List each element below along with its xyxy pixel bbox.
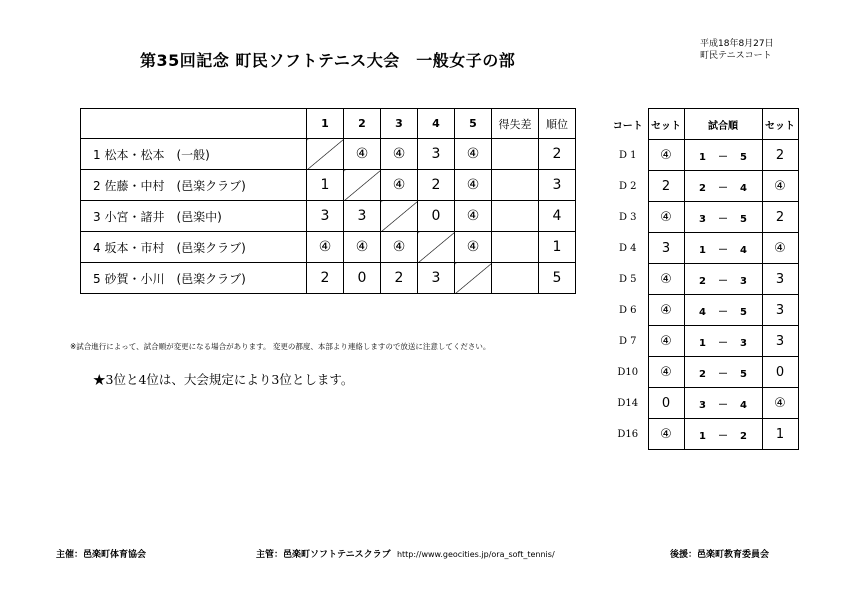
set-left: ④ <box>648 140 684 171</box>
set-right: ④ <box>762 233 798 264</box>
match-order <box>684 140 762 171</box>
event-venue: 町民テニスコート <box>700 51 772 61</box>
rank-cell: 2 <box>539 139 576 170</box>
footer-organizer-name: 主管：邑楽町ソフトテニスクラブ <box>256 550 391 560</box>
score-cell: 2 <box>418 170 455 201</box>
court-header-row <box>608 109 798 140</box>
league-header-row <box>81 109 576 139</box>
team-name: 4 坂本・市村 (邑楽クラブ) <box>81 232 307 263</box>
league-table <box>80 108 576 294</box>
match-dash: － <box>718 368 728 380</box>
table-row <box>81 263 576 294</box>
league-header-diff: 得失差 <box>492 109 539 139</box>
match-order <box>684 357 762 388</box>
league-header: 5 <box>455 109 492 139</box>
score-cell: ④ <box>381 170 418 201</box>
court-label: D 2 <box>618 180 637 192</box>
match-a: 3 <box>699 213 706 225</box>
match-a: 2 <box>699 275 706 287</box>
set-header: セット <box>648 109 684 140</box>
league-header: 2 <box>344 109 381 139</box>
score-cell-self <box>307 139 344 170</box>
table-row <box>608 202 798 233</box>
match-b: 5 <box>740 213 747 225</box>
set-left: ④ <box>648 326 684 357</box>
match-order <box>684 419 762 450</box>
score-cell: ④ <box>307 232 344 263</box>
score-cell: 3 <box>344 201 381 232</box>
score-cell: ④ <box>455 170 492 201</box>
set-right: 0 <box>762 357 798 388</box>
score-cell-self <box>344 170 381 201</box>
match-dash: － <box>718 213 728 225</box>
match-order <box>684 295 762 326</box>
court-label: D14 <box>617 397 639 409</box>
match-dash: － <box>718 306 728 318</box>
rank-cell: 4 <box>539 201 576 232</box>
footer-organizer <box>256 547 555 560</box>
score-cell-self <box>455 263 492 294</box>
set-right: 2 <box>762 202 798 233</box>
court-label: D 1 <box>618 149 637 161</box>
league-header-rank: 順位 <box>539 109 576 139</box>
score-cell: 0 <box>344 263 381 294</box>
match-a: 1 <box>699 337 706 349</box>
set-left: 0 <box>648 388 684 419</box>
match-a: 2 <box>699 368 706 380</box>
match-b: 5 <box>740 306 747 318</box>
rank-cell: 5 <box>539 263 576 294</box>
match-dash: － <box>718 244 728 256</box>
table-row <box>608 295 798 326</box>
court-label: D 7 <box>618 335 637 347</box>
order-header: 試合順 <box>684 109 762 140</box>
league-header: 3 <box>381 109 418 139</box>
score-cell: 1 <box>307 170 344 201</box>
court-label: D16 <box>617 428 639 440</box>
league-header: 4 <box>418 109 455 139</box>
table-row <box>81 139 576 170</box>
score-cell: 3 <box>418 139 455 170</box>
team-name: 5 砂賀・小川 (邑楽クラブ) <box>81 263 307 294</box>
set-left: ④ <box>648 419 684 450</box>
table-row <box>81 201 576 232</box>
set-right: 2 <box>762 140 798 171</box>
set-left: ④ <box>648 264 684 295</box>
team-name: 2 佐藤・中村 (邑楽クラブ) <box>81 170 307 201</box>
table-row <box>608 388 798 419</box>
team-name: 3 小宮・諸井 (邑楽中) <box>81 201 307 232</box>
match-dash: － <box>718 337 728 349</box>
court-label: D10 <box>617 366 639 378</box>
score-cell: 3 <box>418 263 455 294</box>
score-cell-self <box>381 201 418 232</box>
set-left: 2 <box>648 171 684 202</box>
rank-cell: 1 <box>539 232 576 263</box>
match-order <box>684 388 762 419</box>
diff-cell <box>492 263 539 294</box>
score-cell: ④ <box>455 201 492 232</box>
club-website-link[interactable]: http://www.geocities.jp/ora_soft_tennis/ <box>396 550 555 559</box>
court-label: D 6 <box>618 304 637 316</box>
match-b: 4 <box>740 244 747 256</box>
set-right: ④ <box>762 171 798 202</box>
diff-cell <box>492 232 539 263</box>
set-left: ④ <box>648 295 684 326</box>
diff-cell <box>492 139 539 170</box>
footer-sponsor: 後援：邑楽町教育委員会 <box>670 550 770 560</box>
match-order <box>684 264 762 295</box>
table-row <box>608 264 798 295</box>
score-cell: 2 <box>307 263 344 294</box>
rank-cell: 3 <box>539 170 576 201</box>
score-cell: ④ <box>344 232 381 263</box>
table-row <box>608 233 798 264</box>
match-order <box>684 171 762 202</box>
league-header <box>81 109 307 139</box>
table-row <box>608 326 798 357</box>
match-b: 3 <box>740 275 747 287</box>
table-row <box>608 357 798 388</box>
score-cell: 0 <box>418 201 455 232</box>
table-row <box>608 419 798 450</box>
match-b: 2 <box>740 430 747 442</box>
match-order <box>684 233 762 264</box>
event-date-venue <box>700 38 774 62</box>
footer-host: 主催：邑楽町体育協会 <box>56 550 147 560</box>
match-b: 5 <box>740 151 747 163</box>
table-row <box>81 170 576 201</box>
match-dash: － <box>718 399 728 411</box>
schedule-change-note: ※試合進行によって、試合順が変更になる場合があります。 変更の都度、本部より連絡しますので放送に注意してください。 <box>70 342 491 351</box>
match-b: 3 <box>740 337 747 349</box>
match-dash: － <box>718 182 728 194</box>
match-dash: － <box>718 151 728 163</box>
score-cell: ④ <box>455 232 492 263</box>
score-cell-self <box>418 232 455 263</box>
court-header: コート <box>612 120 643 132</box>
set-left: 3 <box>648 233 684 264</box>
set-right: 3 <box>762 264 798 295</box>
score-cell: ④ <box>455 139 492 170</box>
court-label: D 3 <box>618 211 637 223</box>
court-schedule-table <box>608 108 799 450</box>
set-left: ④ <box>648 202 684 233</box>
match-b: 5 <box>740 368 747 380</box>
match-a: 1 <box>699 244 706 256</box>
score-cell: ④ <box>381 232 418 263</box>
match-a: 1 <box>699 151 706 163</box>
court-label: D 5 <box>618 273 637 285</box>
page-title: 第35回記念 町民ソフトテニス大会 一般女子の部 <box>140 51 516 70</box>
league-header: 1 <box>307 109 344 139</box>
match-dash: － <box>718 275 728 287</box>
score-cell: 3 <box>307 201 344 232</box>
set-right: 1 <box>762 419 798 450</box>
set-right: 3 <box>762 295 798 326</box>
table-row <box>608 140 798 171</box>
team-name: 1 松本・松本 (一般) <box>81 139 307 170</box>
score-cell: ④ <box>344 139 381 170</box>
ranking-rule-note: ★3位と4位は、大会規定により3位とします。 <box>93 372 354 387</box>
diff-cell <box>492 201 539 232</box>
match-b: 4 <box>740 182 747 194</box>
match-order <box>684 202 762 233</box>
match-dash: － <box>718 430 728 442</box>
match-a: 3 <box>699 399 706 411</box>
table-row <box>608 171 798 202</box>
table-row <box>81 232 576 263</box>
match-a: 2 <box>699 182 706 194</box>
score-cell: ④ <box>381 139 418 170</box>
match-a: 4 <box>699 306 706 318</box>
set-right: 3 <box>762 326 798 357</box>
court-label: D 4 <box>618 242 637 254</box>
set-left: ④ <box>648 357 684 388</box>
score-cell: 2 <box>381 263 418 294</box>
set-right: ④ <box>762 388 798 419</box>
match-b: 4 <box>740 399 747 411</box>
diff-cell <box>492 170 539 201</box>
match-a: 1 <box>699 430 706 442</box>
match-order <box>684 326 762 357</box>
event-date: 平成18年8月27日 <box>700 39 774 49</box>
set-header: セット <box>762 109 798 140</box>
